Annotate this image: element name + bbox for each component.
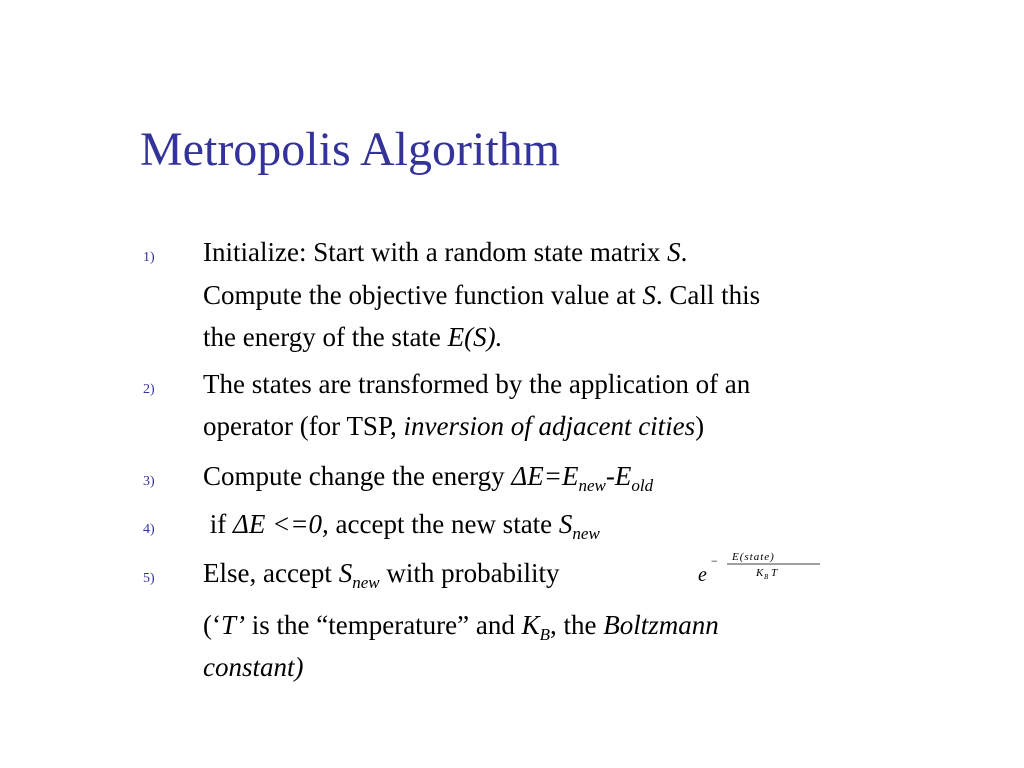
item-line [203, 236, 687, 268]
item-line [203, 279, 760, 311]
note-text: (‘ [203, 610, 221, 640]
note-text: is the “temperature” and [245, 610, 522, 640]
item-line [203, 321, 502, 353]
formula-subscript: new [572, 524, 600, 543]
item-text: ) [695, 411, 705, 441]
slide-title: Metropolis Algorithm [140, 123, 560, 176]
item-text: the energy of the state [203, 322, 448, 352]
boltzmann-symbol [521, 610, 551, 644]
item-number: 1) [143, 250, 155, 265]
item-number: 2) [143, 382, 155, 397]
item-text-italic: E(S). [447, 322, 503, 352]
item-text: Else, accept [203, 558, 339, 588]
item-text: accept the new state [328, 509, 559, 539]
formula-denominator-t: T [771, 567, 778, 579]
formula-subscript: B [539, 625, 551, 644]
note-line [203, 651, 304, 683]
item-text: with probability [379, 558, 560, 588]
item-text: Compute change the energy [203, 461, 512, 491]
formula-base: e [698, 564, 707, 586]
formula-part: S [558, 509, 573, 539]
formula-subscript: new [352, 573, 380, 592]
item-line [203, 460, 654, 495]
formula-part: ΔE=E [511, 461, 579, 491]
item-number: 4) [143, 522, 155, 537]
item-text: if [203, 509, 233, 539]
item-number: 3) [143, 474, 155, 489]
item-text: . [680, 237, 688, 267]
item-number: 5) [143, 571, 155, 586]
item-text-italic: S [667, 237, 681, 267]
item-line [203, 508, 600, 543]
formula-subscript: new [578, 476, 606, 495]
formula-part: S [338, 558, 353, 588]
item-text-italic: inversion of adjacent cities [403, 411, 696, 441]
new-state-symbol [338, 558, 380, 592]
condition-formula: ΔE <=0, [233, 509, 329, 539]
note-text-italic: Boltzmann [603, 610, 719, 640]
formula-numerator: E(state) [732, 551, 775, 563]
item-line [203, 410, 704, 442]
formula-denominator-k: K [756, 567, 764, 579]
boltzmann-probability-formula [696, 548, 826, 588]
item-text: . Call this [655, 280, 761, 310]
formula-part: -E [605, 461, 632, 491]
note-text: , the [550, 610, 604, 640]
item-line [203, 557, 560, 592]
item-text: Initialize: Start with a random state matrix [203, 237, 668, 267]
note-text-italic: constant) [203, 652, 304, 682]
new-state-symbol [558, 509, 600, 543]
formula-part: K [521, 610, 540, 640]
formula-subscript: old [631, 476, 654, 495]
energy-delta-formula [511, 461, 654, 495]
item-text-italic: S [642, 280, 656, 310]
note-line [203, 609, 719, 644]
note-text-italic: T’ [220, 610, 245, 640]
item-text: operator (for TSP, [203, 411, 404, 441]
item-line: The states are transformed by the application of an [203, 369, 751, 399]
item-text: Compute the objective function value at [203, 280, 643, 310]
formula-denominator-subscript: B [764, 573, 769, 581]
formula-minus-sign: − [711, 554, 718, 568]
